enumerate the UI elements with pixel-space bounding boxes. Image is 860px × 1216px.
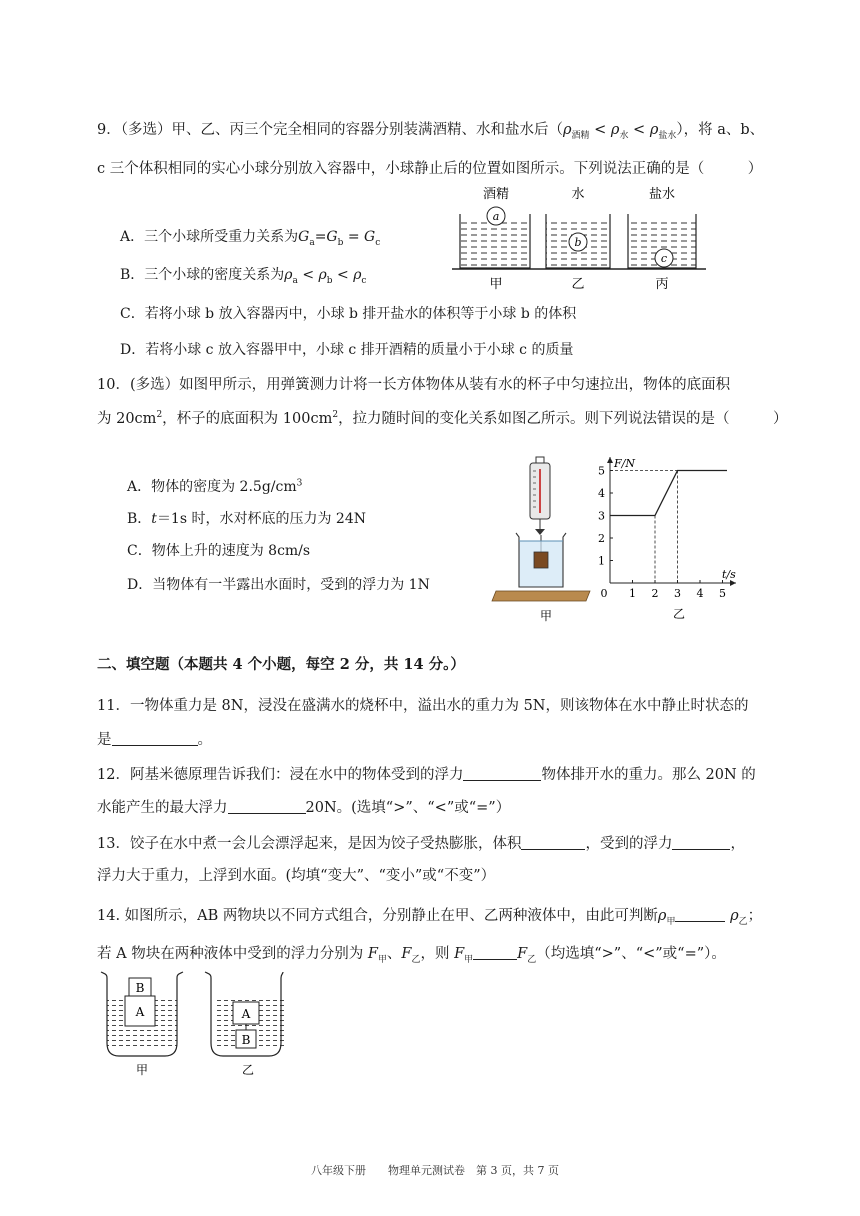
x-tick-label: 0 [600, 587, 608, 600]
q9-stem-line2: c 三个体积相同的实心小球分别放入容器中，小球静止后的位置如图所示。下列说法正确的是（ ） [97, 161, 763, 177]
x-tick-label: 5 [719, 587, 726, 600]
x-axis-label: t/s [722, 568, 736, 581]
q9-liquid-label-0: 酒精 [482, 187, 510, 202]
y-tick-label: 3 [598, 509, 605, 523]
q14-answer-blank-2[interactable] [473, 945, 517, 960]
y-tick-label: 4 [598, 487, 605, 500]
q9-liquid-label-1: 水 [571, 187, 585, 202]
svg-text:A: A [135, 1005, 145, 1019]
q14-figure [97, 968, 287, 1080]
q10-stem-line2: 为 $20cm^2$，杯子的底面积为 $100cm^2$，拉力随时间的变化关系如图乙所示。则下列说法错误的是（ ） [97, 410, 788, 427]
svg-text:b: b [574, 236, 582, 249]
q10-fig-label-jia: 甲 [539, 609, 553, 623]
q13-answer-blank-2[interactable] [672, 835, 730, 850]
svg-text:A: A [241, 1007, 251, 1021]
y-axis-arrow [607, 457, 613, 463]
q9-container-label-1: 乙 [571, 277, 585, 292]
section-2-heading: 二、填空题（本题共 4 个小题，每空 2 分，共 14 分。） [97, 656, 465, 673]
q10-stem-line1: 10．(多选）如图甲所示，用弹簧测力计将一长方体物体从装有水的杯子中匀速拉出，物体的底面积 [97, 377, 731, 393]
x-tick-label: 4 [696, 587, 704, 600]
q9-option-d: D．若将小球 c 放入容器甲中，小球 c 排开酒精的质量小于小球 c 的质量 [120, 342, 574, 358]
svg-text:c: c [660, 252, 668, 265]
q12-stem-line1: 12．阿基米德原理告诉我们：浸在水中的物体受到的浮力 物体排开水的重力。那么 20N 的 [97, 767, 756, 783]
q9-liquid-label-2: 盐水 [648, 187, 676, 202]
q13-stem-line1: 13．饺子在水中煮一会儿会漂浮起来，是因为饺子受热膨胀，体积 ，受到的浮力 ， [97, 836, 745, 852]
x-tick-label: 2 [651, 587, 659, 600]
q11-answer-blank[interactable] [112, 731, 198, 746]
q12-answer-blank-2[interactable] [228, 799, 306, 814]
q10-option-b: B．t＝1s 时，水对杯底的压力为 24N [127, 511, 366, 527]
page-footer: 八年级下册 物理单元测试卷 第 3 页，共 7 页 [311, 1164, 559, 1177]
q14-stem-line2: 若 A 物块在两种液体中受到的浮力分别为 $F_甲$、$F_乙$，则 $F_甲$ $F_乙$（均选填“>”、“<”或“=”）。 [97, 946, 726, 965]
svg-text:B: B [135, 981, 145, 995]
q14-answer-blank-1[interactable] [675, 907, 725, 922]
q10-option-d: D．当物体有一半露出水面时，受到的浮力为 1N [127, 577, 430, 593]
q9-container-label-2: 丙 [655, 277, 669, 292]
q9-option-a: A．三个小球所受重力关系为$G_a=G_b = G_c$ [120, 229, 381, 248]
q14-stem-line1: 14. 如图所示，AB 两物块以不同方式组合，分别静止在甲、乙两种液体中，由此可判断$\rho_甲$ $\rho_乙$； [97, 908, 763, 927]
q9-option-b: B．三个小球的密度关系为$\rho_a < \rho_b < \rho_c$ [120, 267, 367, 286]
q14-beaker-yi [205, 972, 285, 1056]
q14-label-yi: 乙 [241, 1063, 255, 1077]
q10-option-a: A．物体的密度为 $2.5g/cm^3$ [127, 478, 303, 495]
y-tick-label: 2 [598, 532, 605, 545]
q10-board [492, 591, 590, 601]
q10-apparatus-figure [490, 455, 598, 625]
q10-fig-label-yi: 乙 [672, 607, 686, 621]
q9-option-c: C．若将小球 b 放入容器丙中，小球 b 排开盐水的体积等于小球 b 的体积 [120, 306, 577, 322]
svg-text:B: B [241, 1033, 251, 1047]
q12-answer-blank-1[interactable] [463, 766, 541, 781]
q11-stem-line2: 是 。 [97, 732, 212, 748]
q10-force-time-chart [594, 438, 764, 625]
q10-option-c: C．物体上升的速度为 8cm/s [127, 543, 311, 559]
q9-container-label-0: 甲 [489, 277, 503, 292]
q12-stem-line2: 水能产生的最大浮力 20N。(选填“>”、“<”或“=”） [97, 800, 511, 816]
x-tick-label: 3 [674, 587, 681, 600]
q13-stem-line2: 浮力大于重力，上浮到水面。(均填“变大”、“变小”或“不变”） [97, 868, 496, 884]
y-axis-label: F/N [614, 457, 635, 470]
force-series-line [610, 471, 727, 516]
q14-beaker-jia [101, 972, 183, 1056]
y-tick-label: 1 [598, 554, 605, 568]
q11-stem-line1: 11．一物体重力是 8N，浸没在盛满水的烧杯中，溢出水的重力为 5N，则该物体在水中静止时状态的 [97, 698, 749, 714]
svg-text:a: a [492, 210, 500, 223]
q13-answer-blank-1[interactable] [521, 835, 585, 850]
y-tick-label: 5 [598, 464, 605, 478]
q14-label-jia: 甲 [135, 1063, 149, 1077]
q10-block [534, 552, 548, 568]
q9-figure [450, 184, 712, 296]
q9-stem-line1: 9．（多选）甲、乙、丙三个完全相同的容器分别装满酒精、水和盐水后$(\rho_{酒精} < \rho_水 < \rho_{盐水})$，将 a、b、 [97, 122, 765, 141]
x-tick-label: 1 [629, 587, 636, 600]
